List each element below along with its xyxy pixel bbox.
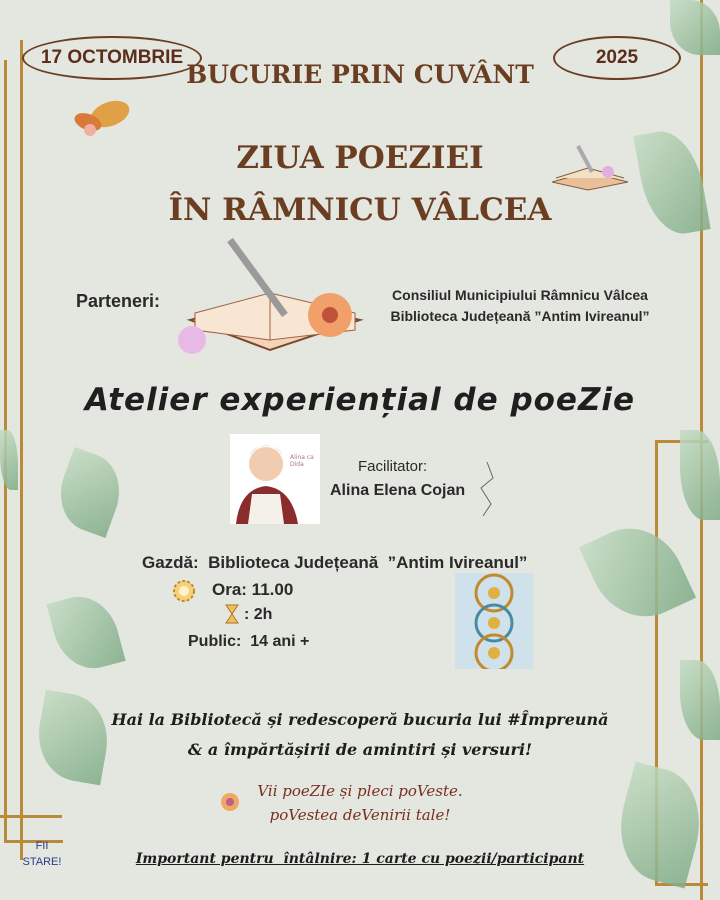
corner-logo-line2: STARE! <box>22 856 62 868</box>
partner-1: Consiliul Municipiului Râmnicu Vâlcea <box>392 287 648 303</box>
workshop-title: Atelier experiențial de poeZie <box>84 382 636 418</box>
partners-label: Parteneri: <box>76 291 161 311</box>
date-right: 2025 <box>595 47 639 68</box>
autumn-leaf-icon <box>68 92 134 144</box>
clock-icon <box>172 579 196 607</box>
host: Gazdă: Biblioteca Județeană ”Antim Ivireanul” <box>142 553 528 572</box>
motto-line1: Vii poeZIe și pleci poVeste. <box>257 782 463 800</box>
facilitator-name: Alina Elena Cojan <box>330 482 466 499</box>
leaf-right-top2 <box>670 0 720 55</box>
photo-caption: Alina ca Dida <box>290 454 314 468</box>
corner-logo-line1: FII <box>35 840 49 852</box>
audience: Public: 14 ani + <box>188 633 310 650</box>
signature-icon <box>475 458 497 524</box>
stained-glass-image <box>455 573 533 669</box>
hourglass-icon <box>224 603 240 629</box>
duration: : 2h <box>244 606 273 623</box>
book-quill-icon <box>548 142 632 198</box>
motto-line2: poVestea deVenirii tale! <box>269 806 451 824</box>
headline: BUCURIE PRIN CUVÂNT <box>186 60 534 89</box>
open-book-icon <box>170 235 375 369</box>
invite-line1: Hai la Bibliotecă și redescoperă bucuria lui #Împreună <box>111 710 609 729</box>
invite-line2: & a împărtășirii de amintiri și versuri! <box>187 740 533 759</box>
title-line1: ZIUA POEZIEI <box>236 140 484 176</box>
important-note: Important pentru întâlnire: 1 carte cu poezii/participant <box>135 851 585 867</box>
partner-2: Biblioteca Județeană ”Antim Ivireanul” <box>390 308 650 324</box>
title-line2: ÎN RÂMNICU VÂLCEA <box>168 192 552 228</box>
time: Ora: 11.00 <box>212 580 294 599</box>
date-left: 17 OCTOMBRIE <box>40 47 184 68</box>
facilitator-label: Facilitator: <box>358 458 428 475</box>
facilitator-photo <box>230 434 320 524</box>
